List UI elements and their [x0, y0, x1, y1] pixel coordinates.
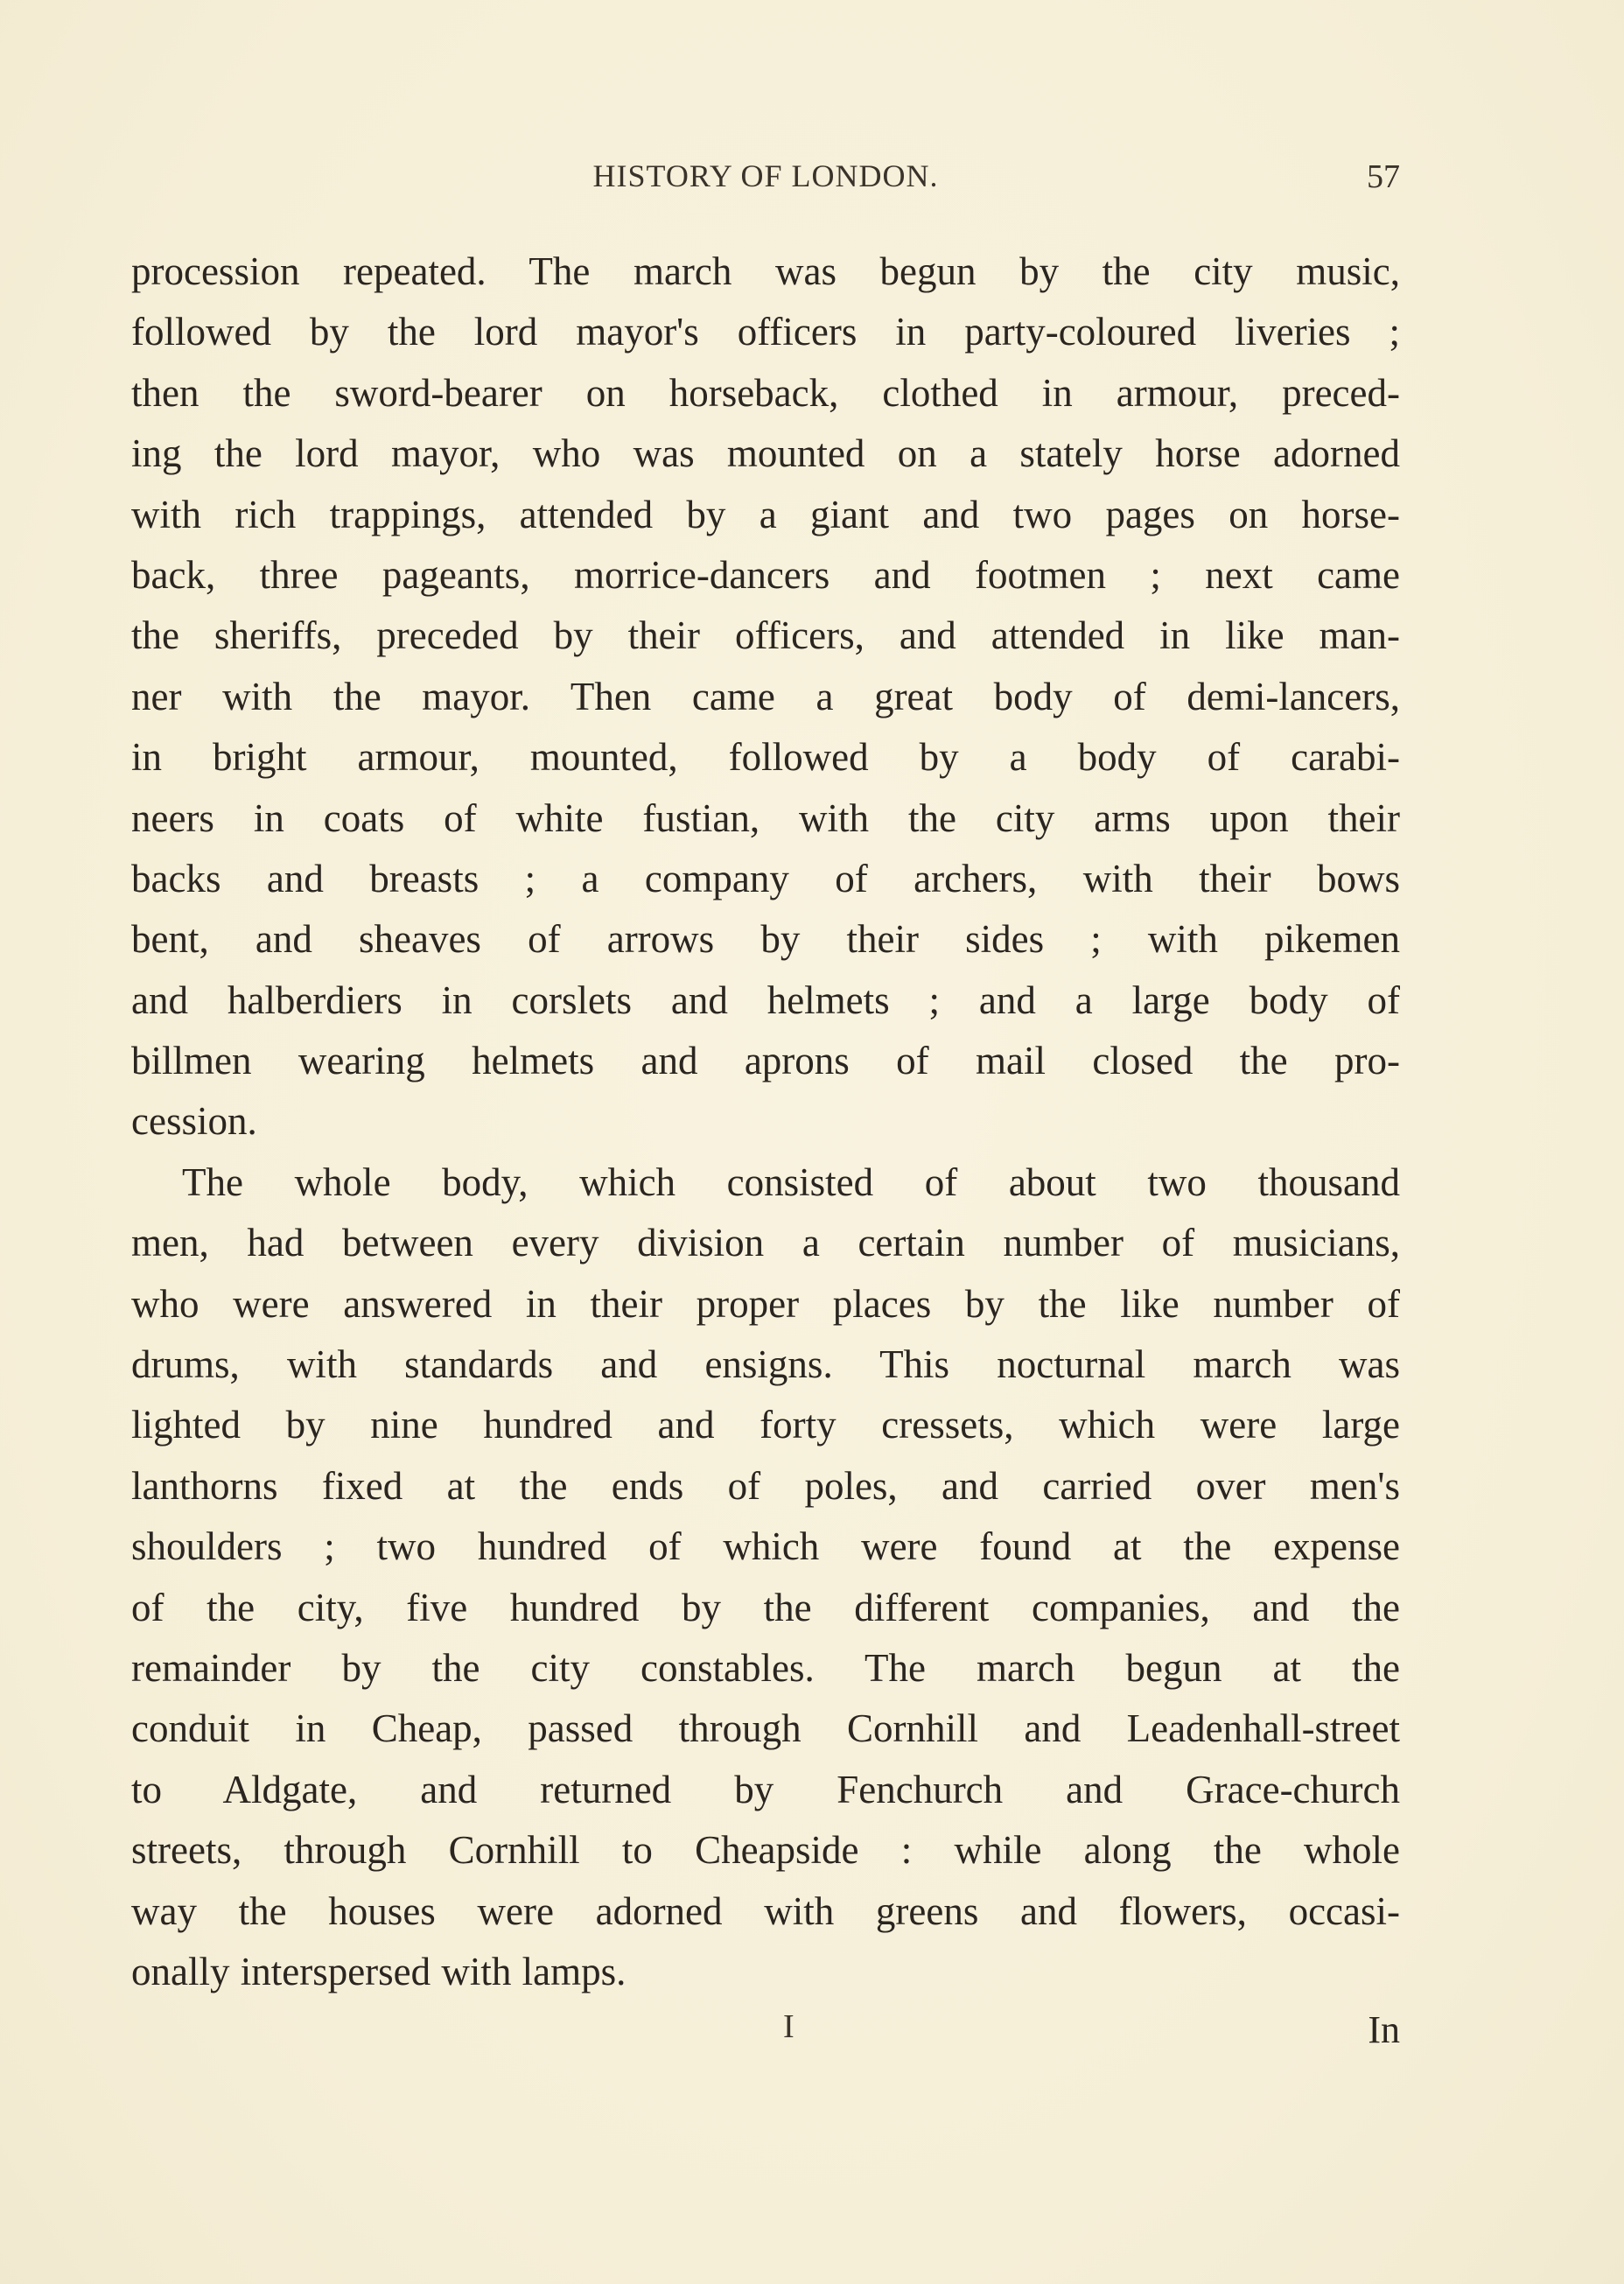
text-line: with rich trappings, attended by a giant and two pages on horse- [131, 492, 1400, 536]
text-line: bent, and sheaves of arrows by their sides ; with pikemen [131, 917, 1400, 962]
text-line: and halberdiers in corslets and helmets ; and a large body of [131, 977, 1400, 1022]
text-line: of the city, five hundred by the different companies, and the [131, 1585, 1400, 1629]
text-line: to Aldgate, and returned by Fenchurch and Grace-church [131, 1767, 1400, 1811]
text-line: men, had between every division a certain number of musicians, [131, 1221, 1400, 1265]
text-line: then the sword-bearer on horseback, clothed in armour, preced- [131, 370, 1400, 415]
text-line: lanthorns fixed at the ends of poles, and carried over men's [131, 1463, 1400, 1508]
text-line: procession repeated. The march was begun by the city music, [131, 249, 1400, 293]
text-line: back, three pageants, morrice-dancers and footmen ; next came [131, 552, 1400, 597]
text-line: onally interspersed with lamps. [131, 1949, 626, 1993]
text-line: The whole body, which consisted of about two thousand [182, 1160, 1400, 1204]
text-line: lighted by nine hundred and forty cressets, which were large [131, 1403, 1400, 1447]
text-line: who were answered in their proper places by the like number of [131, 1281, 1400, 1326]
signature-mark: I [783, 2008, 794, 2045]
text-line: conduit in Cheap, passed through Cornhill and Leadenhall-street [131, 1706, 1400, 1751]
text-line: backs and breasts ; a company of archers, with their bows [131, 856, 1400, 900]
paragraph [131, 1153, 1400, 2002]
text-line: way the houses were adorned with greens and flowers, occasi- [131, 1888, 1400, 1933]
text-line: ing the lord mayor, who was mounted on a stately horse adorned [131, 431, 1400, 476]
page-header [131, 158, 1400, 210]
page-number: 57 [1367, 158, 1400, 195]
text-line: drums, with standards and ensigns. This nocturnal march was [131, 1342, 1400, 1387]
text-line: billmen wearing helmets and aprons of mail closed the pro- [131, 1039, 1400, 1083]
text-line: cession. [131, 1099, 257, 1144]
text-line: streets, through Cornhill to Cheapside : while along the whole [131, 1828, 1400, 1873]
text-line: shoulders ; two hundred of which were found at the expense [131, 1524, 1400, 1569]
catchword: In [1368, 2008, 1400, 2051]
text-line: neers in coats of white fustian, with the city arms upon their [131, 795, 1400, 840]
body-text [131, 242, 1400, 2002]
text-line: the sheriffs, preceded by their officers, and attended in like man- [131, 613, 1400, 658]
running-head: HISTORY OF LONDON. [592, 158, 939, 193]
text-line: in bright armour, mounted, followed by a body of carabi- [131, 735, 1400, 780]
text-line: remainder by the city constables. The march begun at the [131, 1645, 1400, 1690]
page-footer [131, 2007, 1400, 2060]
text-line: ner with the mayor. Then came a great body of demi-lancers, [131, 674, 1400, 718]
text-line: followed by the lord mayor's officers in party-coloured liveries ; [131, 310, 1400, 354]
paragraph [131, 242, 1400, 1153]
